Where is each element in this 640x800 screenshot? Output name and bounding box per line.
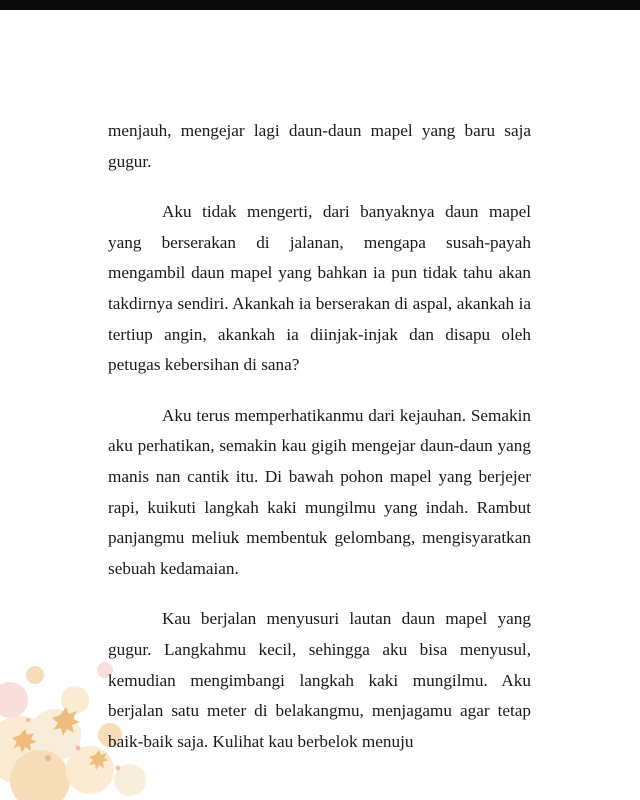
paragraph-continuation: menjauh, mengejar lagi daun-daun mapel yang baru saja gugur. bbox=[108, 121, 531, 171]
paragraph: Aku terus memperhatikanmu dari kejauhan. Semakin aku perhatikan, semakin kau gigih mengejar daun-daun yang manis nan cantik itu. Di bawah pohon mapel yang berjejer rapi, kuikuti langkah kaki mungilmu yang indah. Rambut panjangmu meliuk membentuk gelombang, mengisyaratkan sebuah kedamaian. bbox=[108, 405, 531, 578]
top-status-bar bbox=[0, 0, 640, 10]
paragraph: Kau berjalan menyusuri lautan daun mapel yang gugur. Langkahmu kecil, sehingga aku bisa menyusul, kemudian mengimbangi langkah kaki mungilmu. Aku berjalan satu meter di belakangmu, menjagamu agar tetap baik-baik saja. Kulihat kau berbelok menuju bbox=[108, 609, 531, 751]
paragraph: Aku tidak mengerti, dari banyaknya daun mapel yang berserakan di jalanan, mengapa susah-payah mengambil daun mapel yang bahkan ia pun tidak tahu akan takdirnya sendiri. Akankah ia berserakan di aspal, akankah ia tertiup angin, akankah ia diinjak-injak dan disapu oleh petugas kebersihan di sana? bbox=[108, 202, 531, 375]
chapter-body-text bbox=[108, 116, 531, 777]
